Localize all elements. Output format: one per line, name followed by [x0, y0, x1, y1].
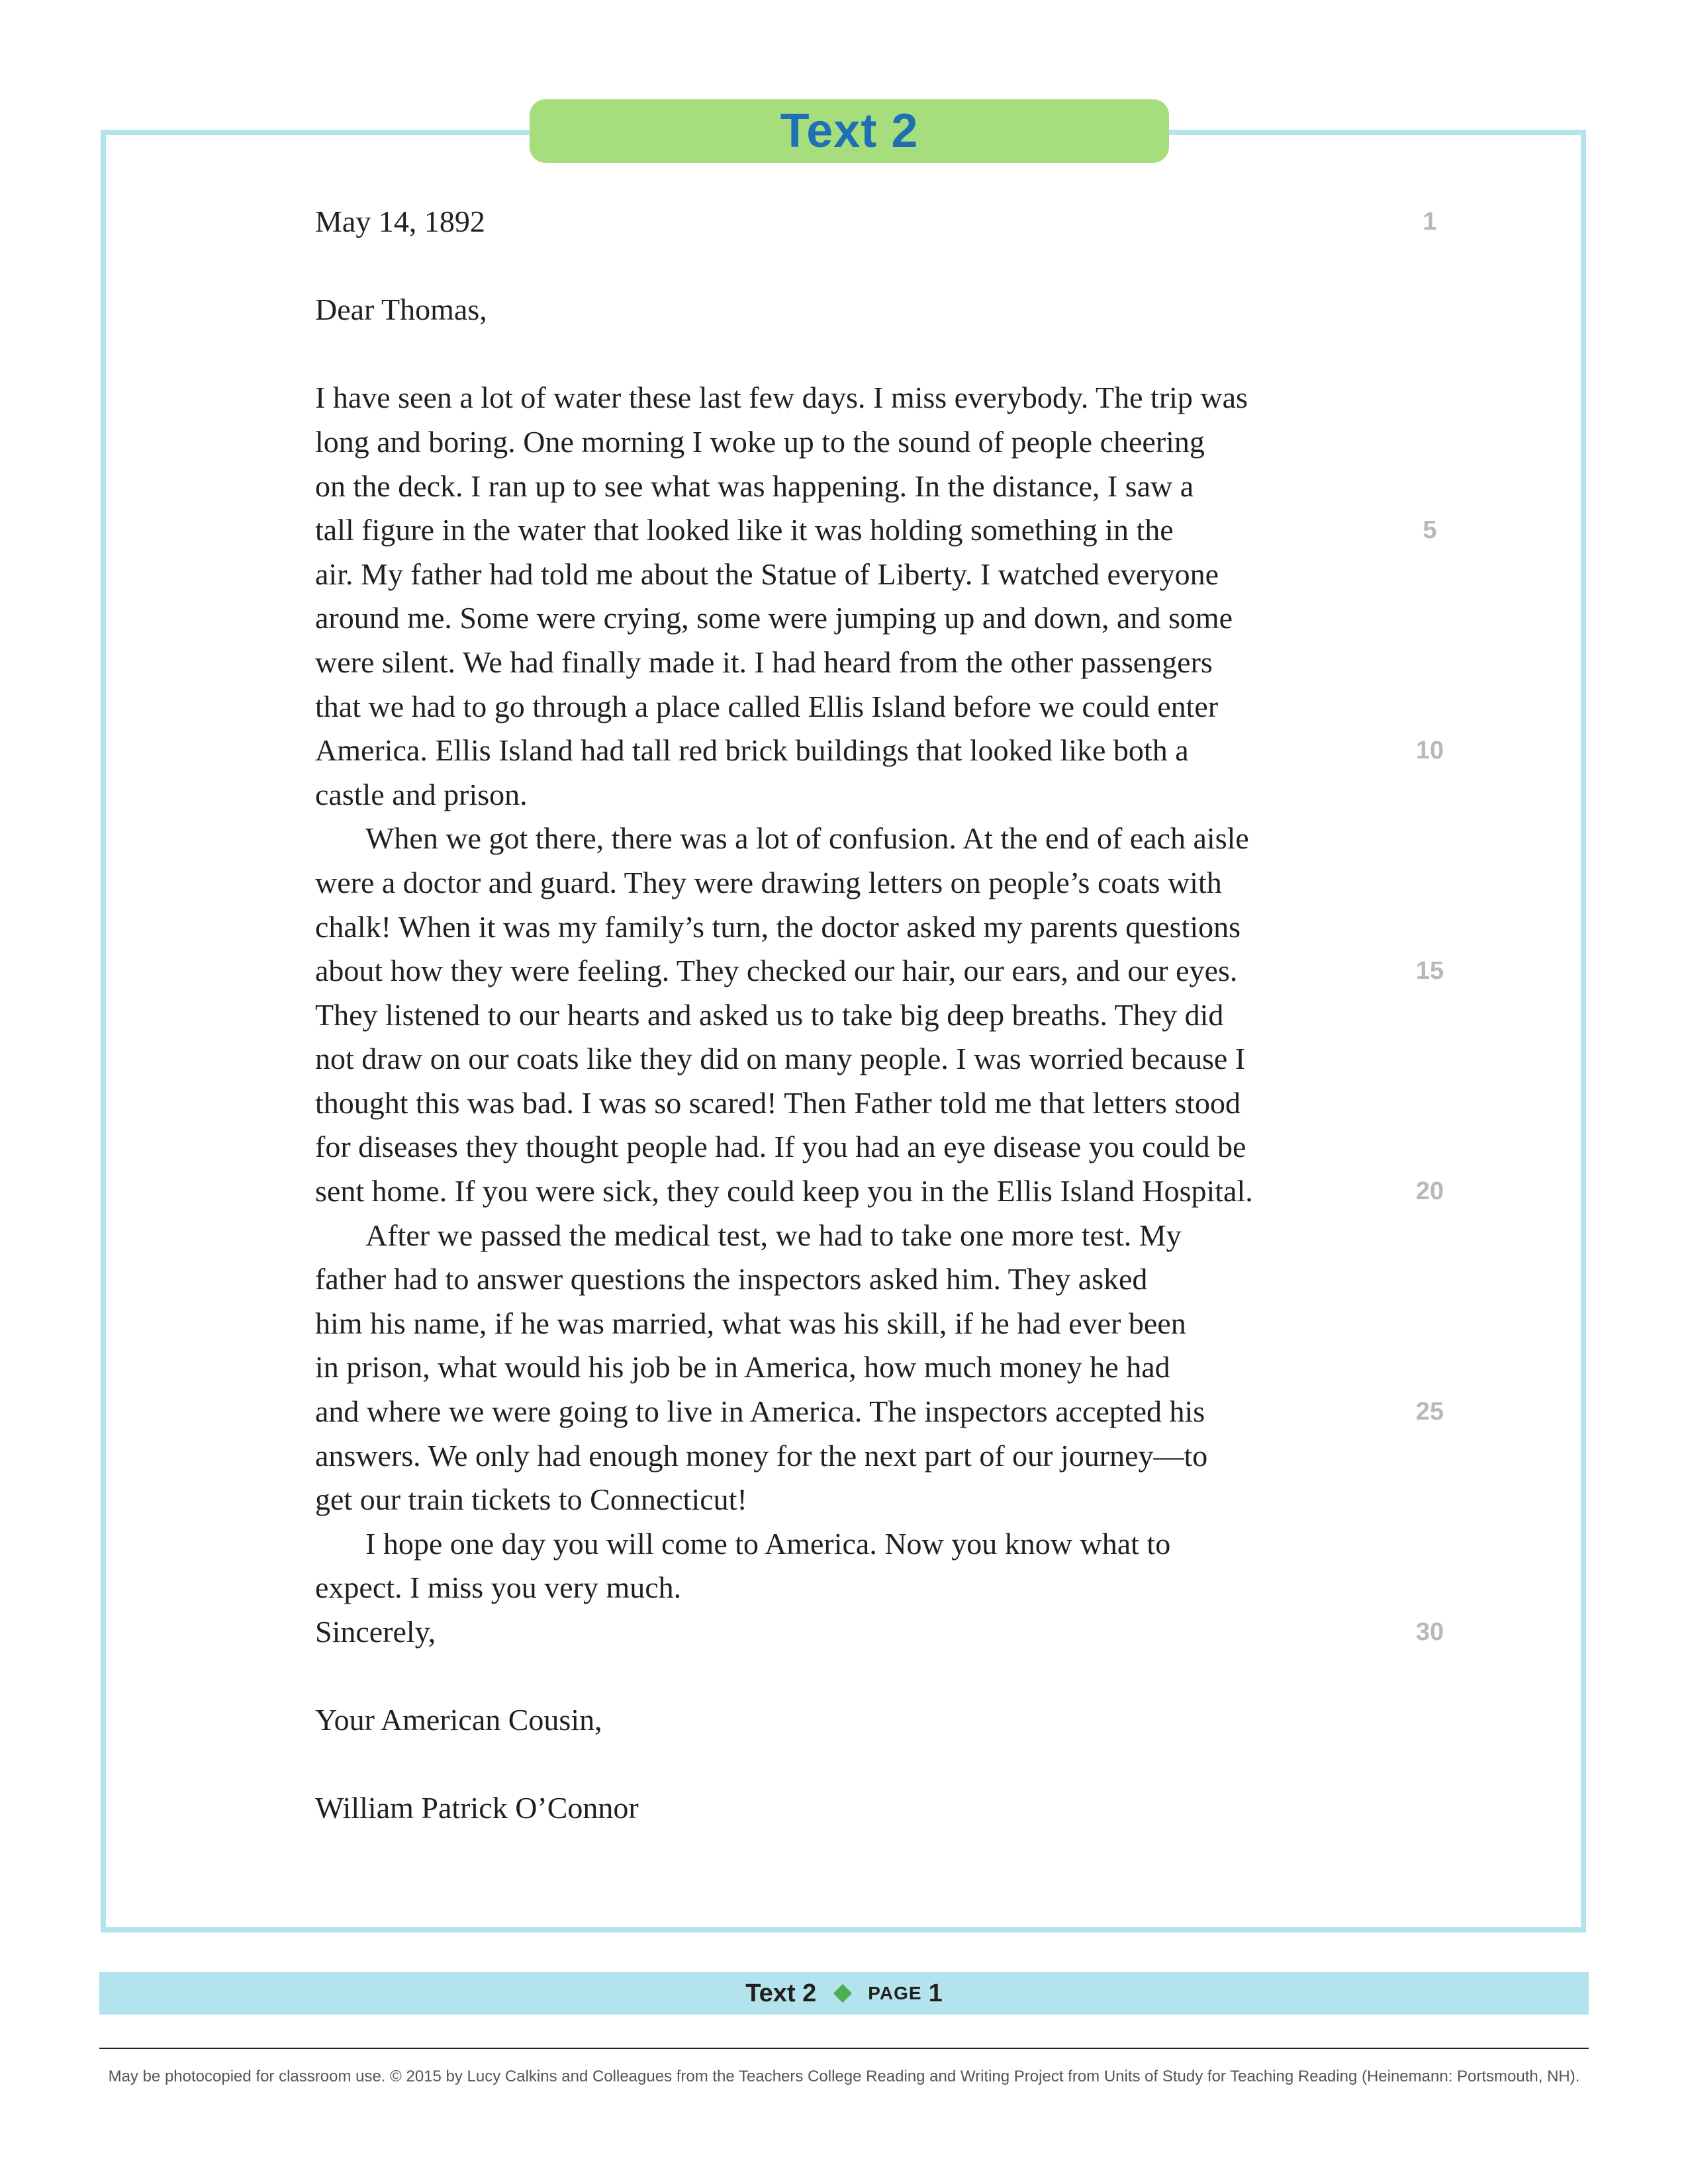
line-number: 30: [1415, 1618, 1444, 1647]
footer-title: Text 2: [745, 1979, 817, 2007]
letter-line: I have seen a lot of water these last few days. I miss everybody. The trip was: [315, 381, 1248, 415]
letter-line: answers. We only had enough money for the next part of our journey—to: [315, 1438, 1208, 1473]
letter-line: chalk! When it was my family’s turn, the doctor asked my parents questions: [315, 909, 1241, 944]
blank-line: [315, 1743, 1414, 1787]
letter-line: thought this was bad. I was so scared! Then Father told me that letters stood: [315, 1085, 1241, 1120]
letter-line: tall figure in the water that looked like it was holding something in the: [315, 513, 1174, 547]
letter-line: After we passed the medical test, we had to take one more test. My: [365, 1218, 1182, 1252]
line-number: 10: [1415, 737, 1444, 765]
letter-line: Your American Cousin,: [315, 1703, 602, 1737]
letter-line: not draw on our coats like they did on many people. I was worried because I: [315, 1042, 1246, 1076]
letter-line: were a doctor and guard. They were drawing letters on people’s coats with: [315, 865, 1222, 899]
line-number: 5: [1423, 516, 1437, 545]
letter-line: and where we were going to live in America. The inspectors accepted his: [315, 1394, 1205, 1429]
footer-bar: [99, 1972, 1589, 2015]
letter-line: expect. I miss you very much.: [315, 1570, 682, 1605]
line-number: 1: [1423, 208, 1437, 236]
footer-page-number: 1: [928, 1979, 943, 2007]
blank-line: [315, 244, 1414, 289]
letter-line: May 14, 1892: [315, 205, 485, 238]
letter-line: long and boring. One morning I woke up to the sound of people cheering: [315, 424, 1205, 459]
letter-body: [315, 200, 1414, 1831]
letter-line: in prison, what would his job be in America, how much money he had: [315, 1350, 1170, 1385]
letter-line: get our train tickets to Connecticut!: [315, 1482, 747, 1517]
line-number: 20: [1415, 1177, 1444, 1206]
diamond-icon: [833, 1984, 852, 2003]
page-title: Text 2: [780, 105, 919, 158]
letter-line: sent home. If you were sick, they could keep you in the Ellis Island Hospital.: [315, 1174, 1253, 1208]
letter-line: on the deck. I ran up to see what was happening. In the distance, I saw a: [315, 469, 1194, 503]
letter-line: that we had to go through a place called Ellis Island before we could enter: [315, 689, 1219, 723]
letter-line: for diseases they thought people had. If you had an eye disease you could be: [315, 1130, 1246, 1164]
letter-line: around me. Some were crying, some were jumping up and down, and some: [315, 601, 1233, 635]
line-number: 15: [1415, 957, 1444, 985]
copyright-notice: May be photocopied for classroom use. © 2015 by Lucy Calkins and Colleagues from the Teachers College Reading and Writing Project from Units of Study for Teaching Reading (Heinemann: Portsmouth, NH).: [108, 2068, 1580, 2085]
blank-line: [315, 332, 1414, 377]
letter-line: air. My father had told me about the Statue of Liberty. I watched everyone: [315, 557, 1219, 591]
letter-line: Dear Thomas,: [315, 293, 487, 327]
line-number: 25: [1415, 1398, 1444, 1426]
letter-line: They listened to our hearts and asked us to take big deep breaths. They did: [315, 997, 1224, 1032]
footer-divider: [99, 2048, 1589, 2049]
letter-line: Sincerely,: [315, 1615, 436, 1649]
letter-line: were silent. We had finally made it. I had heard from the other passengers: [315, 645, 1213, 679]
footer-page-label: PAGE: [868, 1983, 922, 2003]
letter-line: castle and prison.: [315, 777, 528, 811]
letter-line: about how they were feeling. They checked our hair, our ears, and our eyes.: [315, 954, 1238, 988]
letter-line: America. Ellis Island had tall red brick buildings that looked like both a: [315, 733, 1189, 768]
letter-line: William Patrick O’Connor: [315, 1791, 639, 1825]
letter-line: him his name, if he was married, what was his skill, if he had ever been: [315, 1306, 1186, 1340]
letter-line: When we got there, there was a lot of confusion. At the end of each aisle: [365, 821, 1249, 856]
letter-line: father had to answer questions the inspectors asked him. They asked: [315, 1262, 1148, 1297]
blank-line: [315, 1655, 1414, 1699]
letter-line: I hope one day you will come to America. Now you know what to: [365, 1526, 1171, 1561]
title-banner: [530, 99, 1169, 163]
